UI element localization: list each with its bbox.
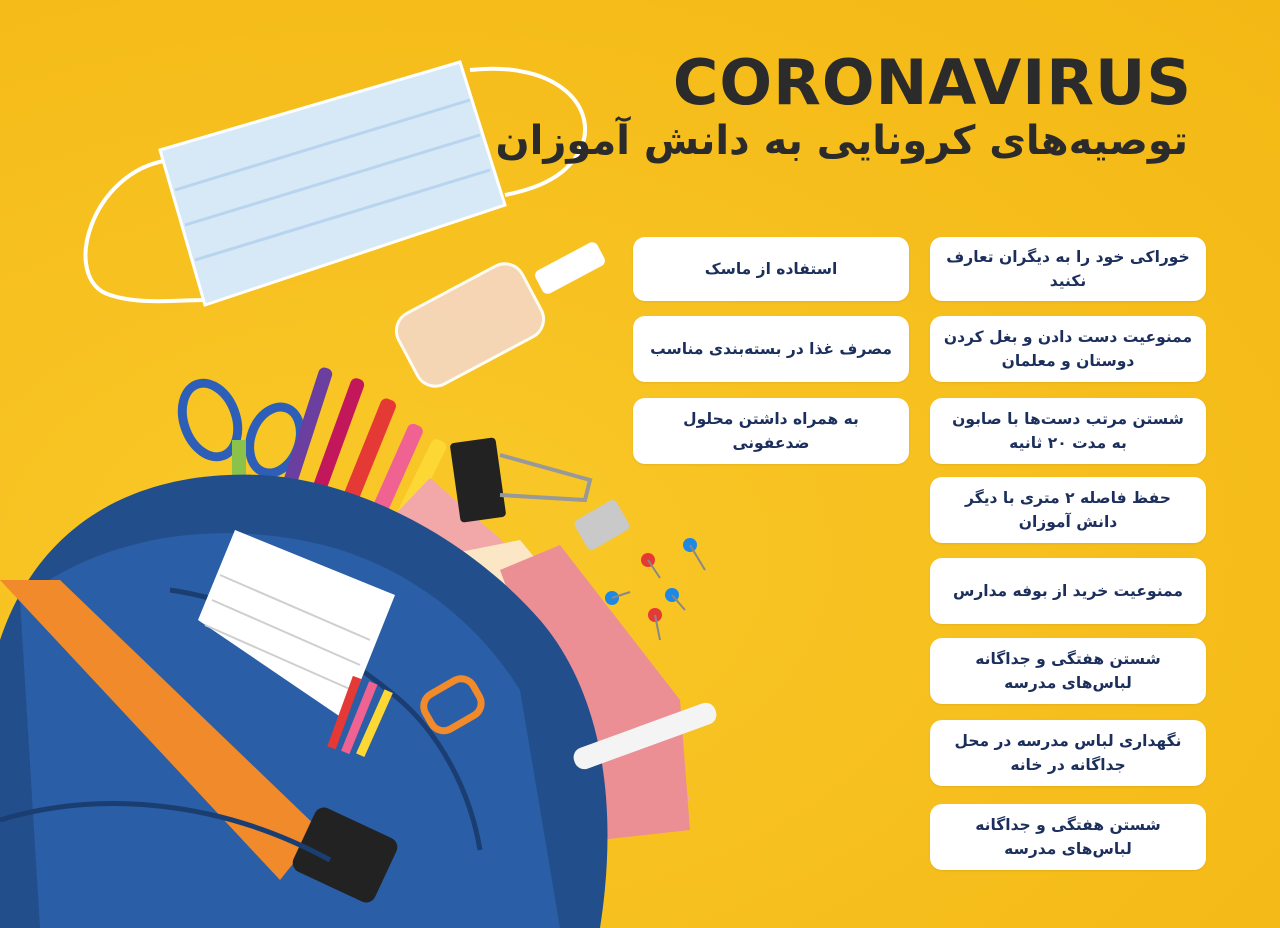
tip-card: ممنوعیت دست دادن و بغل کردن دوستان و معلمان	[930, 316, 1206, 382]
tip-card: مصرف غذا در بسته‌بندی مناسب	[633, 316, 909, 382]
tip-card: خوراکی خود را به دیگران تعارف نکنید	[930, 237, 1206, 301]
tip-card: شستن هفتگی و جداگانه لباس‌های مدرسه	[930, 804, 1206, 870]
title-english: CORONAVIRUS	[672, 46, 1192, 119]
tip-card: حفظ فاصله ۲ متری با دیگر دانش آموزان	[930, 477, 1206, 543]
sharpener-icon	[573, 498, 632, 551]
sanitizer-bottle-icon	[389, 240, 607, 393]
binder-clip-icon	[450, 437, 590, 523]
tip-card: شستن مرتب دست‌ها با صابون به مدت ۲۰ ثانیه	[930, 398, 1206, 464]
tip-card: شستن هفتگی و جداگانه لباس‌های مدرسه	[930, 638, 1206, 704]
title-persian: توصیه‌های کرونایی به دانش آموزان	[495, 118, 1188, 164]
tip-card: استفاده از ماسک	[633, 237, 909, 301]
tip-card: نگهداری لباس مدرسه در محل جداگانه در خانه	[930, 720, 1206, 786]
tip-card: ممنوعیت خرید از بوفه مدارس	[930, 558, 1206, 624]
tip-card: به همراه داشتن محلول ضدعفونی	[633, 398, 909, 464]
